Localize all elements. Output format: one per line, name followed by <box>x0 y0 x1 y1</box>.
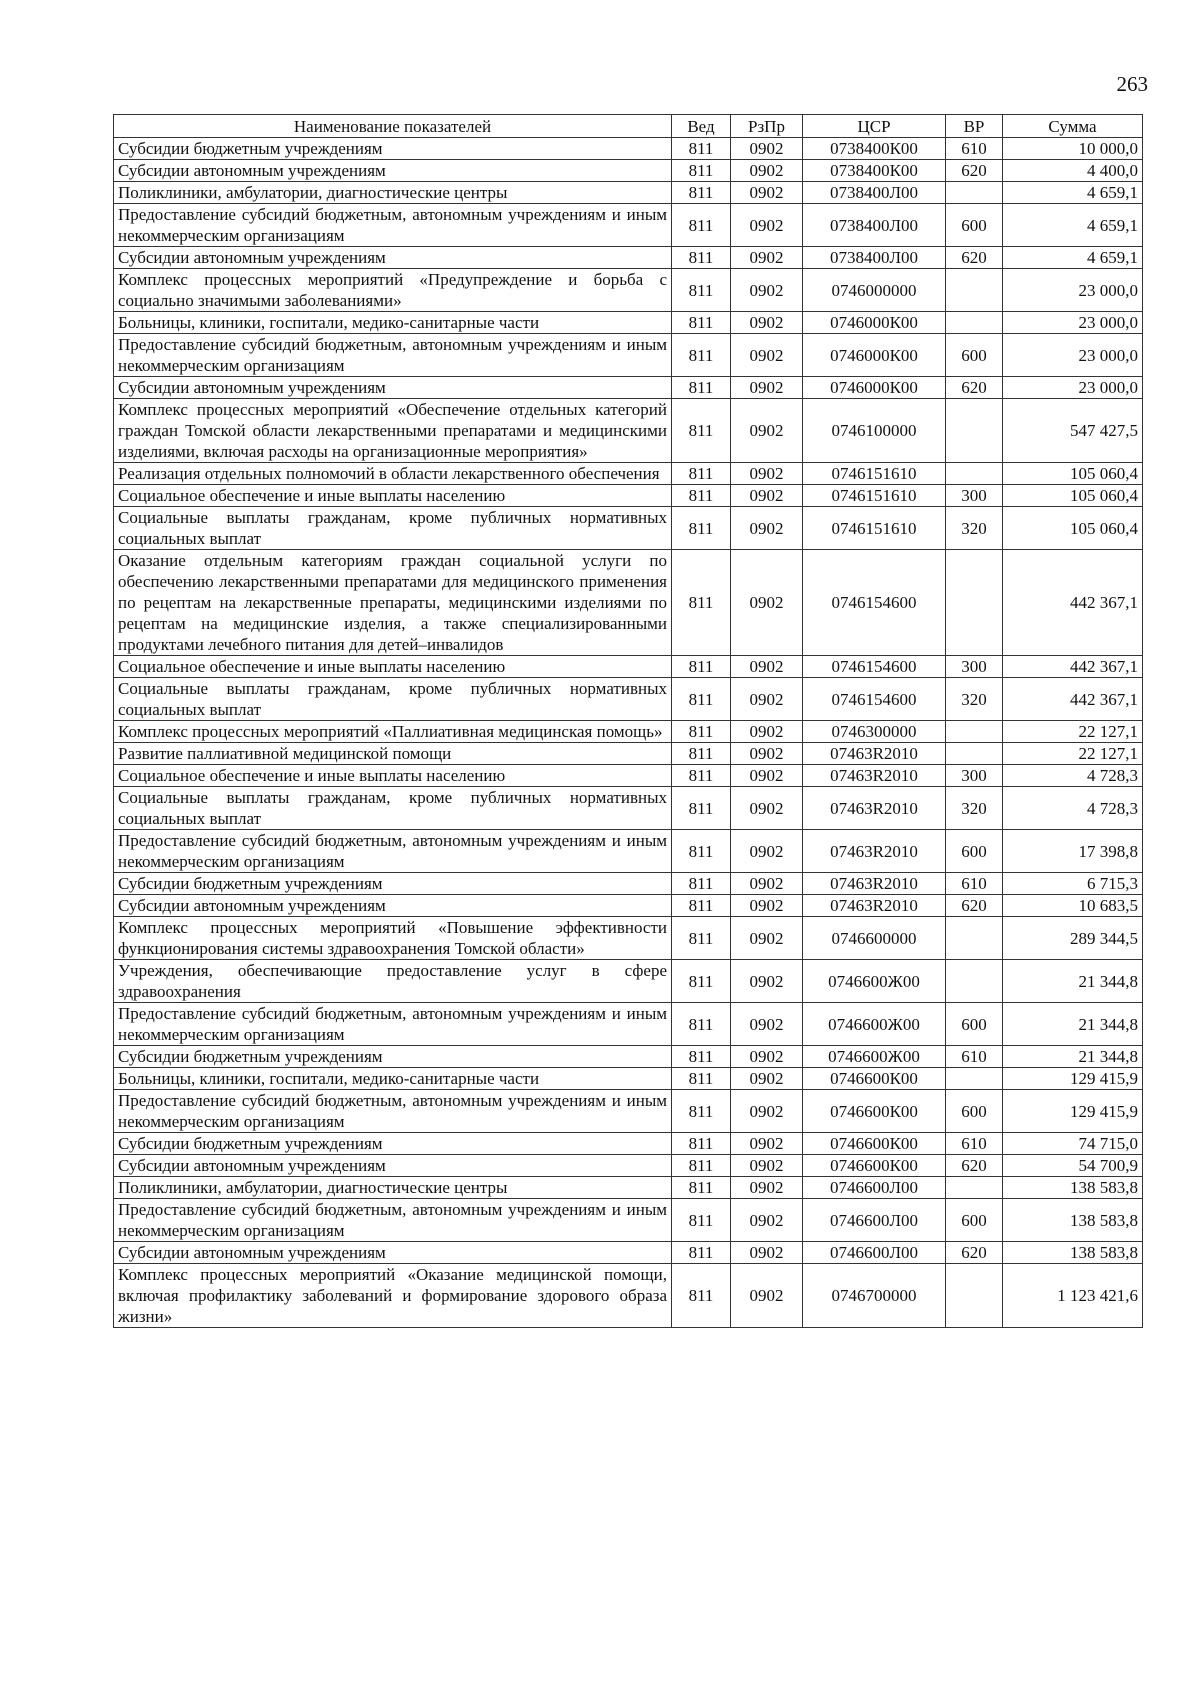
cell-csr: 07463R2010 <box>803 787 946 830</box>
cell-ved: 811 <box>672 138 731 160</box>
table-row <box>114 269 1143 312</box>
cell-sum: 105 060,4 <box>1003 507 1143 550</box>
table-row <box>114 1199 1143 1242</box>
cell-sum: 4 659,1 <box>1003 247 1143 269</box>
cell-csr: 0746600Ж00 <box>803 1046 946 1068</box>
cell-ved: 811 <box>672 1003 731 1046</box>
cell-vr <box>946 1068 1003 1090</box>
cell-sum: 1 123 421,6 <box>1003 1264 1143 1328</box>
cell-name: Субсидии бюджетным учреждениям <box>114 873 672 895</box>
cell-csr: 0738400Л00 <box>803 204 946 247</box>
cell-name: Социальное обеспечение и иные выплаты населению <box>114 765 672 787</box>
cell-ved: 811 <box>672 550 731 656</box>
table-row <box>114 1177 1143 1199</box>
table-body <box>114 138 1143 1328</box>
cell-sum: 17 398,8 <box>1003 830 1143 873</box>
cell-rzpr: 0902 <box>731 1177 803 1199</box>
table-row <box>114 656 1143 678</box>
cell-csr: 0746600000 <box>803 917 946 960</box>
cell-csr: 0746700000 <box>803 1264 946 1328</box>
header-sum: Сумма <box>1003 115 1143 138</box>
cell-rzpr: 0902 <box>731 399 803 463</box>
cell-vr: 300 <box>946 485 1003 507</box>
cell-ved: 811 <box>672 160 731 182</box>
cell-vr <box>946 743 1003 765</box>
cell-rzpr: 0902 <box>731 895 803 917</box>
cell-name: Социальные выплаты гражданам, кроме публичных нормативных социальных выплат <box>114 787 672 830</box>
cell-name: Социальное обеспечение и иные выплаты населению <box>114 656 672 678</box>
cell-csr: 0738400К00 <box>803 160 946 182</box>
cell-sum: 442 367,1 <box>1003 656 1143 678</box>
header-csr: ЦСР <box>803 115 946 138</box>
cell-vr: 610 <box>946 138 1003 160</box>
table-row <box>114 1133 1143 1155</box>
cell-rzpr: 0902 <box>731 550 803 656</box>
cell-sum: 4 728,3 <box>1003 765 1143 787</box>
cell-vr: 320 <box>946 507 1003 550</box>
cell-sum: 21 344,8 <box>1003 1046 1143 1068</box>
cell-rzpr: 0902 <box>731 377 803 399</box>
cell-csr: 07463R2010 <box>803 830 946 873</box>
cell-ved: 811 <box>672 873 731 895</box>
table-row <box>114 1003 1143 1046</box>
cell-vr <box>946 960 1003 1003</box>
cell-rzpr: 0902 <box>731 138 803 160</box>
cell-ved: 811 <box>672 678 731 721</box>
cell-vr: 320 <box>946 787 1003 830</box>
cell-ved: 811 <box>672 204 731 247</box>
cell-rzpr: 0902 <box>731 917 803 960</box>
cell-vr <box>946 463 1003 485</box>
cell-csr: 0746600Ж00 <box>803 1003 946 1046</box>
cell-sum: 289 344,5 <box>1003 917 1143 960</box>
cell-csr: 0746154600 <box>803 678 946 721</box>
cell-csr: 0746154600 <box>803 550 946 656</box>
table-row <box>114 960 1143 1003</box>
cell-sum: 129 415,9 <box>1003 1090 1143 1133</box>
cell-rzpr: 0902 <box>731 1242 803 1264</box>
cell-sum: 138 583,8 <box>1003 1177 1143 1199</box>
cell-name: Реализация отдельных полномочий в области лекарственного обеспечения <box>114 463 672 485</box>
cell-csr: 0746000К00 <box>803 377 946 399</box>
cell-rzpr: 0902 <box>731 160 803 182</box>
budget-table <box>113 114 1143 1328</box>
table-row <box>114 399 1143 463</box>
cell-vr: 620 <box>946 247 1003 269</box>
cell-vr: 300 <box>946 656 1003 678</box>
cell-csr: 07463R2010 <box>803 765 946 787</box>
cell-ved: 811 <box>672 765 731 787</box>
table-row <box>114 917 1143 960</box>
cell-csr: 0746300000 <box>803 721 946 743</box>
cell-ved: 811 <box>672 1133 731 1155</box>
cell-rzpr: 0902 <box>731 721 803 743</box>
cell-csr: 07463R2010 <box>803 873 946 895</box>
table-row <box>114 678 1143 721</box>
cell-name: Поликлиники, амбулатории, диагностические центры <box>114 1177 672 1199</box>
cell-name: Больницы, клиники, госпитали, медико-санитарные части <box>114 312 672 334</box>
table-row <box>114 787 1143 830</box>
cell-vr: 610 <box>946 873 1003 895</box>
cell-rzpr: 0902 <box>731 1003 803 1046</box>
cell-name: Предоставление субсидий бюджетным, автономным учреждениям и иным некоммерческим организациям <box>114 1090 672 1133</box>
cell-name: Предоставление субсидий бюджетным, автономным учреждениям и иным некоммерческим организациям <box>114 1003 672 1046</box>
cell-vr: 620 <box>946 1242 1003 1264</box>
cell-vr <box>946 550 1003 656</box>
cell-csr: 0746151610 <box>803 485 946 507</box>
cell-rzpr: 0902 <box>731 830 803 873</box>
cell-sum: 23 000,0 <box>1003 269 1143 312</box>
cell-sum: 138 583,8 <box>1003 1199 1143 1242</box>
cell-rzpr: 0902 <box>731 247 803 269</box>
table-row <box>114 204 1143 247</box>
cell-name: Предоставление субсидий бюджетным, автономным учреждениям и иным некоммерческим организациям <box>114 334 672 377</box>
cell-rzpr: 0902 <box>731 765 803 787</box>
cell-name: Социальные выплаты гражданам, кроме публичных нормативных социальных выплат <box>114 678 672 721</box>
table-row <box>114 182 1143 204</box>
cell-csr: 0746151610 <box>803 507 946 550</box>
cell-csr: 0746000К00 <box>803 334 946 377</box>
cell-csr: 0746600К00 <box>803 1068 946 1090</box>
cell-vr: 620 <box>946 1155 1003 1177</box>
cell-rzpr: 0902 <box>731 1264 803 1328</box>
table-header <box>114 115 1143 138</box>
cell-csr: 0746600Ж00 <box>803 960 946 1003</box>
cell-rzpr: 0902 <box>731 463 803 485</box>
table-row <box>114 550 1143 656</box>
cell-ved: 811 <box>672 269 731 312</box>
cell-sum: 21 344,8 <box>1003 1003 1143 1046</box>
cell-rzpr: 0902 <box>731 787 803 830</box>
cell-sum: 21 344,8 <box>1003 960 1143 1003</box>
cell-name: Субсидии автономным учреждениям <box>114 1155 672 1177</box>
cell-ved: 811 <box>672 960 731 1003</box>
cell-vr: 600 <box>946 334 1003 377</box>
table-row <box>114 1155 1143 1177</box>
cell-sum: 442 367,1 <box>1003 550 1143 656</box>
header-row <box>114 115 1143 138</box>
cell-rzpr: 0902 <box>731 656 803 678</box>
cell-csr: 0746151610 <box>803 463 946 485</box>
cell-ved: 811 <box>672 312 731 334</box>
cell-sum: 23 000,0 <box>1003 312 1143 334</box>
table-row <box>114 743 1143 765</box>
cell-csr: 0738400Л00 <box>803 247 946 269</box>
cell-ved: 811 <box>672 247 731 269</box>
cell-ved: 811 <box>672 917 731 960</box>
cell-ved: 811 <box>672 787 731 830</box>
cell-name: Предоставление субсидий бюджетным, автономным учреждениям и иным некоммерческим организациям <box>114 204 672 247</box>
cell-ved: 811 <box>672 721 731 743</box>
cell-name: Предоставление субсидий бюджетным, автономным учреждениям и иным некоммерческим организациям <box>114 830 672 873</box>
cell-csr: 0738400К00 <box>803 138 946 160</box>
cell-ved: 811 <box>672 1155 731 1177</box>
table-row <box>114 1046 1143 1068</box>
cell-rzpr: 0902 <box>731 182 803 204</box>
cell-vr <box>946 721 1003 743</box>
cell-name: Субсидии автономным учреждениям <box>114 160 672 182</box>
table-row <box>114 830 1143 873</box>
cell-name: Поликлиники, амбулатории, диагностические центры <box>114 182 672 204</box>
table-row <box>114 160 1143 182</box>
cell-ved: 811 <box>672 1199 731 1242</box>
cell-ved: 811 <box>672 463 731 485</box>
cell-csr: 0746000000 <box>803 269 946 312</box>
header-ved: Вед <box>672 115 731 138</box>
table-row <box>114 873 1143 895</box>
cell-vr: 620 <box>946 160 1003 182</box>
cell-sum: 4 659,1 <box>1003 182 1143 204</box>
table-row <box>114 463 1143 485</box>
cell-rzpr: 0902 <box>731 485 803 507</box>
cell-vr <box>946 182 1003 204</box>
cell-ved: 811 <box>672 1068 731 1090</box>
table-row <box>114 895 1143 917</box>
cell-rzpr: 0902 <box>731 1155 803 1177</box>
cell-name: Комплекс процессных мероприятий «Повышение эффективности функционирования системы здравоохранения Томской области» <box>114 917 672 960</box>
table-row <box>114 312 1143 334</box>
cell-ved: 811 <box>672 656 731 678</box>
table-row <box>114 334 1143 377</box>
cell-csr: 0738400Л00 <box>803 182 946 204</box>
table-row <box>114 1068 1143 1090</box>
cell-rzpr: 0902 <box>731 1068 803 1090</box>
cell-ved: 811 <box>672 485 731 507</box>
cell-vr: 620 <box>946 377 1003 399</box>
cell-rzpr: 0902 <box>731 507 803 550</box>
cell-sum: 23 000,0 <box>1003 377 1143 399</box>
cell-name: Субсидии автономным учреждениям <box>114 895 672 917</box>
cell-sum: 105 060,4 <box>1003 485 1143 507</box>
cell-vr: 610 <box>946 1133 1003 1155</box>
cell-vr <box>946 1264 1003 1328</box>
cell-name: Больницы, клиники, госпитали, медико-санитарные части <box>114 1068 672 1090</box>
cell-ved: 811 <box>672 182 731 204</box>
page-number: 263 <box>1116 72 1148 96</box>
cell-vr <box>946 1177 1003 1199</box>
cell-vr: 610 <box>946 1046 1003 1068</box>
cell-vr: 600 <box>946 1003 1003 1046</box>
cell-ved: 811 <box>672 1264 731 1328</box>
cell-name: Социальные выплаты гражданам, кроме публичных нормативных социальных выплат <box>114 507 672 550</box>
cell-sum: 10 683,5 <box>1003 895 1143 917</box>
cell-sum: 105 060,4 <box>1003 463 1143 485</box>
cell-csr: 07463R2010 <box>803 743 946 765</box>
cell-name: Субсидии бюджетным учреждениям <box>114 1046 672 1068</box>
cell-csr: 0746154600 <box>803 656 946 678</box>
cell-sum: 22 127,1 <box>1003 721 1143 743</box>
header-rzpr: РзПр <box>731 115 803 138</box>
cell-name: Субсидии автономным учреждениям <box>114 1242 672 1264</box>
cell-sum: 547 427,5 <box>1003 399 1143 463</box>
cell-csr: 0746600К00 <box>803 1090 946 1133</box>
cell-rzpr: 0902 <box>731 1199 803 1242</box>
cell-sum: 4 728,3 <box>1003 787 1143 830</box>
cell-vr: 320 <box>946 678 1003 721</box>
cell-csr: 07463R2010 <box>803 895 946 917</box>
cell-name: Развитие паллиативной медицинской помощи <box>114 743 672 765</box>
cell-csr: 0746600Л00 <box>803 1199 946 1242</box>
cell-rzpr: 0902 <box>731 204 803 247</box>
table-row <box>114 721 1143 743</box>
header-vr: ВР <box>946 115 1003 138</box>
cell-sum: 4 400,0 <box>1003 160 1143 182</box>
table-row <box>114 138 1143 160</box>
cell-name: Субсидии бюджетным учреждениям <box>114 138 672 160</box>
table-row <box>114 247 1143 269</box>
cell-csr: 0746600Л00 <box>803 1242 946 1264</box>
cell-sum: 4 659,1 <box>1003 204 1143 247</box>
cell-csr: 0746600К00 <box>803 1133 946 1155</box>
table-row <box>114 485 1143 507</box>
cell-name: Оказание отдельным категориям граждан социальной услуги по обеспечению лекарственными препаратами для медицинского применения по рецептам на лекарственные препараты, медицинскими изделиями по рецептам на медицинские изделия, а также специализированными продуктами лечебного питания для детей–инвалидов <box>114 550 672 656</box>
cell-vr <box>946 269 1003 312</box>
table-row <box>114 507 1143 550</box>
cell-name: Предоставление субсидий бюджетным, автономным учреждениям и иным некоммерческим организациям <box>114 1199 672 1242</box>
table-row <box>114 1090 1143 1133</box>
cell-rzpr: 0902 <box>731 269 803 312</box>
cell-vr <box>946 399 1003 463</box>
header-name: Наименование показателей <box>114 115 672 138</box>
cell-vr: 300 <box>946 765 1003 787</box>
cell-vr: 620 <box>946 895 1003 917</box>
cell-ved: 811 <box>672 895 731 917</box>
cell-rzpr: 0902 <box>731 873 803 895</box>
cell-name: Комплекс процессных мероприятий «Паллиативная медицинская помощь» <box>114 721 672 743</box>
cell-ved: 811 <box>672 830 731 873</box>
cell-sum: 74 715,0 <box>1003 1133 1143 1155</box>
cell-ved: 811 <box>672 1046 731 1068</box>
cell-name: Комплекс процессных мероприятий «Оказание медицинской помощи, включая профилактику заболеваний и формирование здорового образа жизни» <box>114 1264 672 1328</box>
cell-sum: 6 715,3 <box>1003 873 1143 895</box>
cell-sum: 54 700,9 <box>1003 1155 1143 1177</box>
cell-ved: 811 <box>672 1242 731 1264</box>
cell-rzpr: 0902 <box>731 334 803 377</box>
cell-ved: 811 <box>672 399 731 463</box>
cell-name: Социальное обеспечение и иные выплаты населению <box>114 485 672 507</box>
cell-name: Комплекс процессных мероприятий «Предупреждение и борьба с социально значимыми заболеваниями» <box>114 269 672 312</box>
cell-vr <box>946 917 1003 960</box>
cell-name: Учреждения, обеспечивающие предоставление услуг в сфере здравоохранения <box>114 960 672 1003</box>
cell-name: Субсидии бюджетным учреждениям <box>114 1133 672 1155</box>
cell-rzpr: 0902 <box>731 743 803 765</box>
cell-sum: 22 127,1 <box>1003 743 1143 765</box>
table-row <box>114 1264 1143 1328</box>
cell-name: Субсидии автономным учреждениям <box>114 377 672 399</box>
cell-ved: 811 <box>672 1177 731 1199</box>
cell-rzpr: 0902 <box>731 1090 803 1133</box>
cell-vr: 600 <box>946 204 1003 247</box>
cell-vr <box>946 312 1003 334</box>
cell-csr: 0746100000 <box>803 399 946 463</box>
cell-rzpr: 0902 <box>731 1133 803 1155</box>
cell-vr: 600 <box>946 1090 1003 1133</box>
cell-sum: 10 000,0 <box>1003 138 1143 160</box>
cell-rzpr: 0902 <box>731 312 803 334</box>
cell-ved: 811 <box>672 507 731 550</box>
cell-rzpr: 0902 <box>731 678 803 721</box>
cell-vr: 600 <box>946 830 1003 873</box>
table-row <box>114 377 1143 399</box>
cell-sum: 23 000,0 <box>1003 334 1143 377</box>
cell-csr: 0746600К00 <box>803 1155 946 1177</box>
cell-name: Комплекс процессных мероприятий «Обеспечение отдельных категорий граждан Томской области лекарственными препаратами и медицинскими изделиями, включая расходы на организационные мероприятия» <box>114 399 672 463</box>
cell-ved: 811 <box>672 377 731 399</box>
table-row <box>114 765 1143 787</box>
cell-ved: 811 <box>672 743 731 765</box>
cell-vr: 600 <box>946 1199 1003 1242</box>
cell-sum: 442 367,1 <box>1003 678 1143 721</box>
cell-rzpr: 0902 <box>731 960 803 1003</box>
cell-sum: 138 583,8 <box>1003 1242 1143 1264</box>
cell-ved: 811 <box>672 1090 731 1133</box>
cell-sum: 129 415,9 <box>1003 1068 1143 1090</box>
cell-name: Субсидии автономным учреждениям <box>114 247 672 269</box>
cell-csr: 0746600Л00 <box>803 1177 946 1199</box>
cell-rzpr: 0902 <box>731 1046 803 1068</box>
cell-csr: 0746000К00 <box>803 312 946 334</box>
cell-ved: 811 <box>672 334 731 377</box>
table-row <box>114 1242 1143 1264</box>
